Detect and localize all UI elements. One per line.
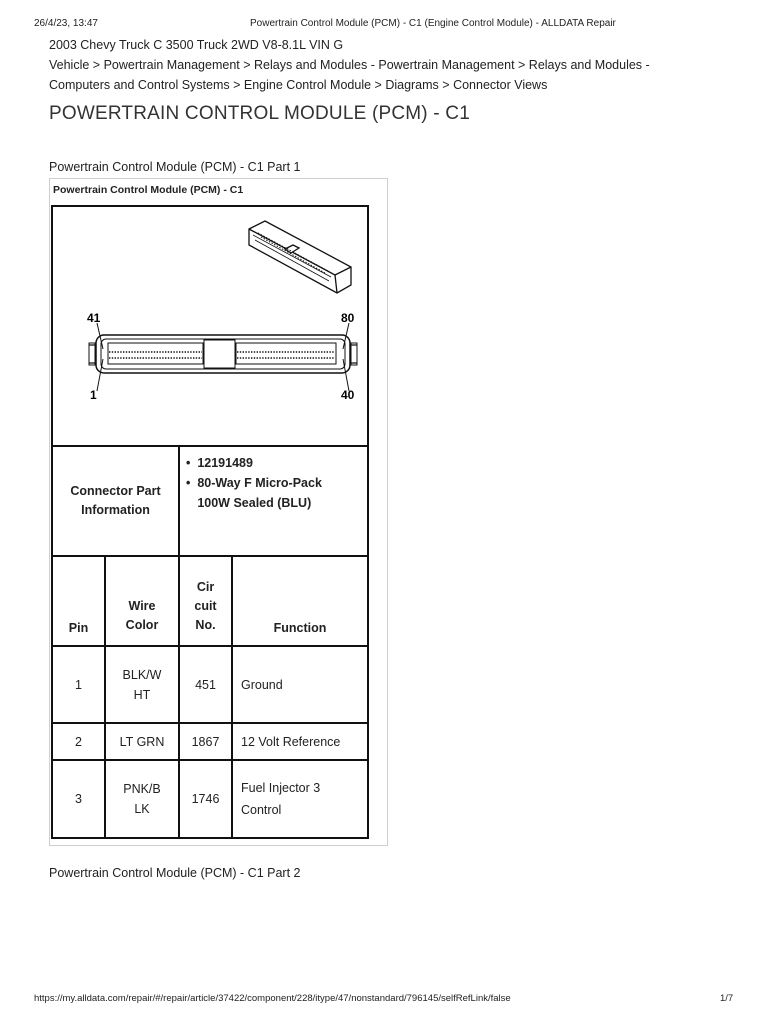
connector-drawing (53, 207, 367, 445)
breadcrumb-relays-modules-powertrain[interactable]: Relays and Modules - Powertrain Management (254, 58, 515, 72)
connector-part-number: • 12191489 (186, 456, 253, 470)
connector-front-view-icon (89, 323, 357, 391)
pin-label-41: 41 (87, 311, 101, 325)
cell-circuit: 1746 (191, 792, 220, 806)
cell-wire-color: PNK/B LK (123, 782, 161, 816)
cell-function: 12 Volt Reference (241, 734, 341, 749)
connector-isometric-icon (249, 221, 351, 293)
page-title: POWERTRAIN CONTROL MODULE (PCM) - C1 (49, 103, 470, 124)
breadcrumb-engine-control-module[interactable]: Engine Control Module (243, 78, 372, 92)
column-header-function: Function (273, 621, 327, 635)
breadcrumb-vehicle[interactable]: Vehicle (49, 58, 90, 72)
column-header-pin: Pin (68, 621, 89, 635)
cell-wire-color: BLK/W HT (122, 667, 162, 702)
page-number: 1/7 (720, 993, 734, 1004)
pin-label-40: 40 (341, 388, 355, 402)
connector-table (51, 205, 369, 839)
part2-caption: Powertrain Control Module (PCM) - C1 Part 2 (49, 866, 301, 880)
cell-pin: 1 (75, 677, 82, 692)
print-page-title: Powertrain Control Module (PCM) - C1 (Engine Control Module) - ALLDATA Repair (250, 18, 616, 29)
breadcrumb-diagrams[interactable]: Diagrams (385, 78, 439, 92)
pin-label-1: 1 (90, 388, 97, 402)
column-header-wire-color: Wire Color (125, 599, 159, 632)
cell-function: Ground (241, 677, 283, 692)
cell-pin: 3 (75, 792, 82, 806)
breadcrumb: Vehicle > Powertrain Management > Relays and Modules - Powertrain Management > Relays and Modules - Computers and Control Systems > Engine Control Module > Diagrams > Connector Views (49, 58, 650, 92)
breadcrumb-connector-views[interactable]: Connector Views (453, 78, 548, 92)
part1-caption: Powertrain Control Module (PCM) - C1 Part 1 (49, 160, 301, 174)
vehicle-title: 2003 Chevy Truck C 3500 Truck 2WD V8-8.1L VIN G (49, 38, 344, 52)
breadcrumb-powertrain-management[interactable]: Powertrain Management (103, 58, 240, 72)
pin-label-80: 80 (341, 311, 355, 325)
connector-info-label: Connector Part Information (70, 484, 161, 517)
connector-description: • 80-Way F Micro-Pack 100W Sealed (BLU) (186, 476, 322, 510)
footer-url: https://my.alldata.com/repair/#/repair/article/37422/component/228/itype/47/nonstandard/796145/selfRefLink/false (34, 993, 511, 1004)
figure-title: Powertrain Control Module (PCM) - C1 (53, 184, 244, 196)
connector-diagram (53, 207, 367, 445)
breadcrumb-relays-modules-computers[interactable]: Relays and Modules - Computers and Control Systems (49, 58, 650, 92)
cell-function: Fuel Injector 3 Control (241, 781, 321, 817)
print-datetime: 26/4/23, 13:47 (34, 18, 98, 29)
cell-wire-color: LT GRN (119, 734, 165, 749)
cell-circuit: 451 (195, 677, 216, 692)
cell-circuit: 1867 (191, 734, 220, 749)
connector-figure (49, 178, 388, 846)
cell-pin: 2 (75, 734, 82, 749)
connector-info (180, 453, 367, 513)
column-header-circuit: Cir cuit No. (194, 580, 217, 632)
